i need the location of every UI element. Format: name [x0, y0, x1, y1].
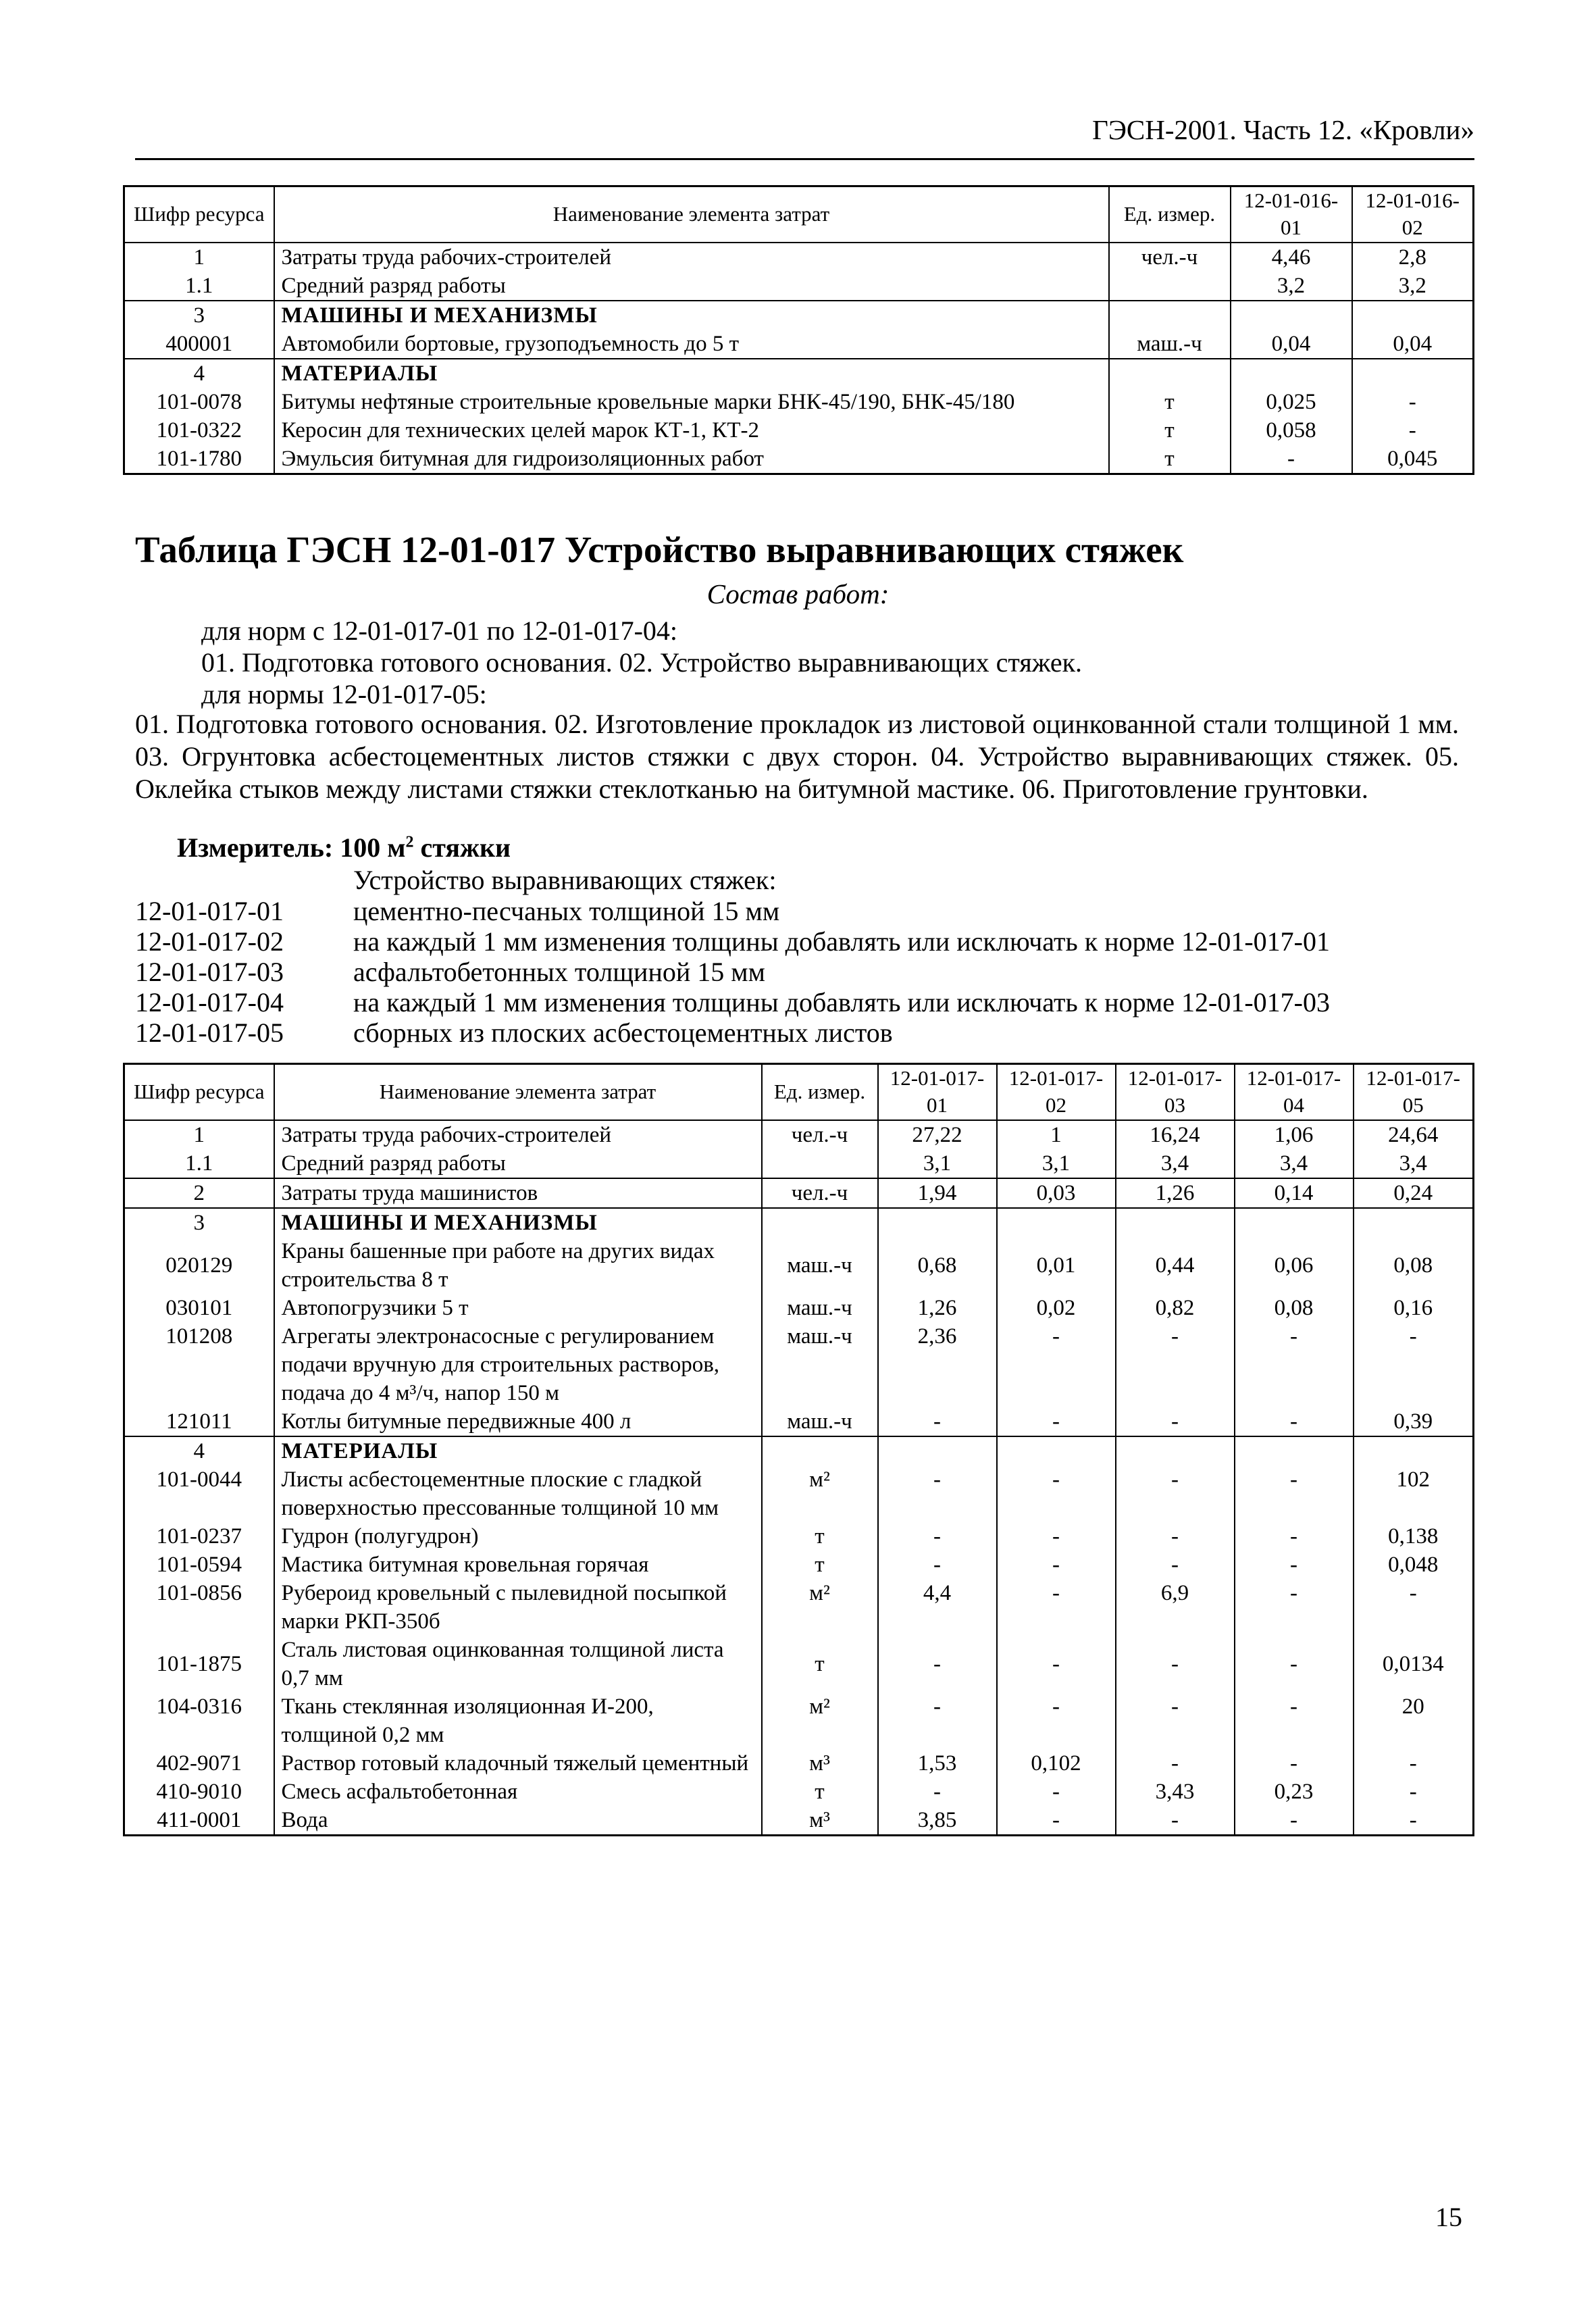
value-cell: 3,1 [878, 1149, 997, 1178]
value-cell: 0,01 [997, 1237, 1116, 1294]
table-row [124, 1120, 1474, 1149]
resource-code-cell: 101-0078 [124, 388, 274, 416]
value-cell [1231, 301, 1352, 330]
value-cell: 1,26 [1116, 1178, 1235, 1208]
header-name: Наименование элемента затрат [274, 1064, 762, 1120]
resource-table-017 [123, 1063, 1474, 1836]
table-row [124, 330, 1474, 359]
norm-description: сборных из плоских асбестоцементных листов [353, 1017, 893, 1048]
table-row [124, 1178, 1474, 1208]
header-norm: 12-01-016-01 [1231, 186, 1352, 243]
value-cell: 0,102 [997, 1749, 1116, 1778]
header-unit: Ед. измер. [762, 1064, 878, 1120]
value-cell: 2,8 [1352, 243, 1474, 272]
value-cell: - [997, 1806, 1116, 1836]
resource-code-cell: 101-0237 [124, 1522, 274, 1551]
cost-element-cell: МАТЕРИАЛЫ [274, 1436, 762, 1465]
value-cell: - [1116, 1636, 1235, 1692]
unit-cell [762, 1208, 878, 1237]
table-row [124, 1692, 1474, 1749]
unit-cell: чел.-ч [762, 1178, 878, 1208]
unit-cell: т [1109, 445, 1231, 474]
unit-cell [762, 1149, 878, 1178]
value-cell: - [878, 1407, 997, 1436]
table-row [124, 1636, 1474, 1692]
value-cell: 0,14 [1235, 1178, 1354, 1208]
unit-cell: м³ [762, 1749, 878, 1778]
value-cell: 0,045 [1352, 445, 1474, 474]
table-row [124, 1551, 1474, 1579]
value-cell: - [1116, 1749, 1235, 1778]
value-cell [878, 1436, 997, 1465]
unit-cell: маш.-ч [762, 1294, 878, 1322]
resource-code-cell: 3 [124, 301, 274, 330]
value-cell: - [1235, 1579, 1354, 1636]
norm-code: 12-01-017-05 [135, 1017, 284, 1048]
value-cell [1354, 1208, 1474, 1237]
value-cell: 0,16 [1354, 1294, 1474, 1322]
value-cell: 1 [997, 1120, 1116, 1149]
value-cell: - [997, 1522, 1116, 1551]
meter-suffix: стяжки [413, 832, 511, 863]
value-cell: 0,138 [1354, 1522, 1474, 1551]
norm-code: 12-01-017-01 [135, 896, 284, 926]
resource-code-cell: 3 [124, 1208, 274, 1237]
section-row [124, 301, 1474, 330]
resource-code-cell: 1.1 [124, 272, 274, 301]
value-cell: 27,22 [878, 1120, 997, 1149]
norms-heading: Устройство выравнивающих стяжек: [353, 865, 777, 895]
value-cell: - [1354, 1806, 1474, 1836]
value-cell: 3,2 [1352, 272, 1474, 301]
unit-cell: т [762, 1551, 878, 1579]
value-cell: 3,85 [878, 1806, 997, 1836]
unit-cell [1109, 359, 1231, 388]
resource-code-cell: 1 [124, 1120, 274, 1149]
cost-element-cell: Сталь листовая оцинкованная толщиной листа 0,7 мм [274, 1636, 762, 1692]
value-cell: - [878, 1465, 997, 1522]
unit-cell: т [762, 1636, 878, 1692]
value-cell: - [997, 1551, 1116, 1579]
value-cell: 0,08 [1235, 1294, 1354, 1322]
value-cell: 0,03 [997, 1178, 1116, 1208]
value-cell: - [1116, 1465, 1235, 1522]
unit-cell: т [762, 1778, 878, 1806]
header-norm: 12-01-017-02 [997, 1064, 1116, 1120]
unit-cell: маш.-ч [762, 1322, 878, 1407]
running-header: ГЭСН-2001. Часть 12. «Кровли» [135, 114, 1474, 160]
value-cell: - [997, 1636, 1116, 1692]
value-cell: - [1235, 1522, 1354, 1551]
value-cell: 16,24 [1116, 1120, 1235, 1149]
norm-description: цементно-песчаных толщиной 15 мм [353, 896, 780, 926]
value-cell: - [1235, 1407, 1354, 1436]
table-row [124, 1294, 1474, 1322]
value-cell: 3,4 [1354, 1149, 1474, 1178]
value-cell: - [1116, 1551, 1235, 1579]
value-cell: - [1352, 416, 1474, 445]
norm-item [135, 987, 1330, 1017]
unit-cell [762, 1436, 878, 1465]
value-cell [1116, 1208, 1235, 1237]
table-header-row [124, 186, 1474, 243]
value-cell: 0,025 [1231, 388, 1352, 416]
value-cell: - [1352, 388, 1474, 416]
norm-description: на каждый 1 мм изменения толщины добавлять или исключать к норме 12-01-017-03 [353, 987, 1330, 1017]
value-cell: 0,058 [1231, 416, 1352, 445]
value-cell: 3,4 [1116, 1149, 1235, 1178]
cost-element-cell: Эмульсия битумная для гидроизоляционных работ [274, 445, 1109, 474]
value-cell: - [1235, 1322, 1354, 1407]
resource-code-cell: 101-0856 [124, 1579, 274, 1636]
value-cell: 0,82 [1116, 1294, 1235, 1322]
value-cell: - [997, 1579, 1116, 1636]
cost-element-cell: Затраты труда машинистов [274, 1178, 762, 1208]
header-norm: 12-01-017-01 [878, 1064, 997, 1120]
value-cell: 0,24 [1354, 1178, 1474, 1208]
table-row [124, 1407, 1474, 1436]
value-cell: - [1235, 1465, 1354, 1522]
resource-code-cell: 402-9071 [124, 1749, 274, 1778]
value-cell [878, 1208, 997, 1237]
section-row [124, 1208, 1474, 1237]
value-cell [997, 1208, 1116, 1237]
unit-cell: маш.-ч [762, 1237, 878, 1294]
cost-element-cell: Средний разряд работы [274, 1149, 762, 1178]
value-cell [1231, 359, 1352, 388]
value-cell: - [1116, 1692, 1235, 1749]
norm-description: на каждый 1 мм изменения толщины добавлять или исключать к норме 12-01-017-01 [353, 926, 1330, 957]
resource-code-cell: 1 [124, 243, 274, 272]
value-cell: - [997, 1692, 1116, 1749]
value-cell: 3,4 [1235, 1149, 1354, 1178]
resource-code-cell: 410-9010 [124, 1778, 274, 1806]
table-row [124, 416, 1474, 445]
value-cell: 0,048 [1354, 1551, 1474, 1579]
cost-element-cell: Раствор готовый кладочный тяжелый цементный [274, 1749, 762, 1778]
value-cell: 0,68 [878, 1237, 997, 1294]
meter-unit-power: 2 [405, 833, 414, 851]
value-cell: 1,06 [1235, 1120, 1354, 1149]
header-norm: 12-01-017-05 [1354, 1064, 1474, 1120]
page-number: 15 [1435, 2202, 1462, 2232]
header-code: Шифр ресурса [124, 186, 274, 243]
value-cell: 102 [1354, 1465, 1474, 1522]
value-cell: - [1235, 1806, 1354, 1836]
header-unit: Ед. измер. [1109, 186, 1231, 243]
cost-element-cell: Мастика битумная кровельная горячая [274, 1551, 762, 1579]
table-row [124, 1749, 1474, 1778]
value-cell: 1,53 [878, 1749, 997, 1778]
value-cell: 1,26 [878, 1294, 997, 1322]
value-cell: - [997, 1778, 1116, 1806]
cost-element-cell: Автопогрузчики 5 т [274, 1294, 762, 1322]
table-row [124, 1522, 1474, 1551]
resource-code-cell: 4 [124, 1436, 274, 1465]
resource-code-cell: 101-1875 [124, 1636, 274, 1692]
value-cell [1354, 1436, 1474, 1465]
norm-code: 12-01-017-02 [135, 926, 284, 957]
table-row [124, 272, 1474, 301]
norm-description: асфальтобетонных толщиной 15 мм [353, 957, 765, 987]
resource-code-cell: 030101 [124, 1294, 274, 1322]
unit-cell: т [1109, 416, 1231, 445]
unit-cell: чел.-ч [1109, 243, 1231, 272]
value-cell: - [1235, 1749, 1354, 1778]
cost-element-cell: МАШИНЫ И МЕХАНИЗМЫ [274, 1208, 762, 1237]
value-cell: - [1354, 1579, 1474, 1636]
section-row [124, 1436, 1474, 1465]
cost-element-cell: Краны башенные при работе на других видах строительства 8 т [274, 1237, 762, 1294]
value-cell: 1,94 [878, 1178, 997, 1208]
value-cell: - [997, 1465, 1116, 1522]
value-cell: 3,1 [997, 1149, 1116, 1178]
header-norm: 12-01-017-04 [1235, 1064, 1354, 1120]
section-row [124, 359, 1474, 388]
cost-element-cell: Средний разряд работы [274, 272, 1109, 301]
value-cell [997, 1436, 1116, 1465]
value-cell [1235, 1208, 1354, 1237]
norm-list [135, 896, 1330, 1048]
value-cell: 4,4 [878, 1579, 997, 1636]
table-row [124, 1322, 1474, 1407]
cost-element-cell: МАТЕРИАЛЫ [274, 359, 1109, 388]
value-cell [1235, 1436, 1354, 1465]
value-cell: 2,36 [878, 1322, 997, 1407]
value-cell [1352, 359, 1474, 388]
resource-code-cell: 104-0316 [124, 1692, 274, 1749]
resource-code-cell: 101-1780 [124, 445, 274, 474]
table-row [124, 1237, 1474, 1294]
norm-code: 12-01-017-03 [135, 957, 284, 987]
value-cell: - [1354, 1322, 1474, 1407]
resource-code-cell: 101-0322 [124, 416, 274, 445]
value-cell: 0,0134 [1354, 1636, 1474, 1692]
value-cell: 3,43 [1116, 1778, 1235, 1806]
value-cell: - [1354, 1778, 1474, 1806]
header-name: Наименование элемента затрат [274, 186, 1109, 243]
value-cell: 0,44 [1116, 1237, 1235, 1294]
cost-element-cell: Смесь асфальтобетонная [274, 1778, 762, 1806]
value-cell: 0,39 [1354, 1407, 1474, 1436]
value-cell: - [878, 1551, 997, 1579]
unit-cell: м³ [762, 1806, 878, 1836]
unit-cell: т [762, 1522, 878, 1551]
cost-element-cell: МАШИНЫ И МЕХАНИЗМЫ [274, 301, 1109, 330]
unit-cell: чел.-ч [762, 1120, 878, 1149]
table-row [124, 388, 1474, 416]
value-cell: 0,04 [1352, 330, 1474, 359]
value-cell: 0,23 [1235, 1778, 1354, 1806]
table-title: Таблица ГЭСН 12-01-017 Устройство выравнивающих стяжек [135, 529, 1184, 570]
value-cell [1352, 301, 1474, 330]
unit-cell: м² [762, 1465, 878, 1522]
table-row [124, 1778, 1474, 1806]
unit-cell: м² [762, 1579, 878, 1636]
table-row [124, 1806, 1474, 1836]
value-cell: 4,46 [1231, 243, 1352, 272]
resource-code-cell: 1.1 [124, 1149, 274, 1178]
value-cell: - [1231, 445, 1352, 474]
value-cell [1116, 1436, 1235, 1465]
header-norm: 12-01-016-02 [1352, 186, 1474, 243]
resource-code-cell: 2 [124, 1178, 274, 1208]
value-cell: 0,02 [997, 1294, 1116, 1322]
value-cell: - [878, 1778, 997, 1806]
cost-element-cell: Керосин для технических целей марок КТ-1, КТ-2 [274, 416, 1109, 445]
resource-code-cell: 411-0001 [124, 1806, 274, 1836]
norm-item [135, 926, 1330, 957]
table-row [124, 1465, 1474, 1522]
value-cell: - [1354, 1749, 1474, 1778]
cost-element-cell: Рубероид кровельный с пылевидной посыпкой марки РКП-350б [274, 1579, 762, 1636]
value-cell: 6,9 [1116, 1579, 1235, 1636]
resource-code-cell: 4 [124, 359, 274, 388]
unit-cell: м² [762, 1692, 878, 1749]
value-cell: 0,04 [1231, 330, 1352, 359]
value-cell: - [1116, 1806, 1235, 1836]
cost-element-cell: Вода [274, 1806, 762, 1836]
cost-element-cell: Ткань стеклянная изоляционная И-200, толщиной 0,2 мм [274, 1692, 762, 1749]
cost-element-cell: Листы асбестоцементные плоские с гладкой поверхностью прессованные толщиной 10 мм [274, 1465, 762, 1522]
header-norm: 12-01-017-03 [1116, 1064, 1235, 1120]
value-cell: - [878, 1636, 997, 1692]
resource-code-cell: 121011 [124, 1407, 274, 1436]
value-cell: - [997, 1322, 1116, 1407]
value-cell: - [1235, 1636, 1354, 1692]
value-cell: - [1235, 1551, 1354, 1579]
cost-element-cell: Автомобили бортовые, грузоподъемность до 5 т [274, 330, 1109, 359]
cost-element-cell: Котлы битумные передвижные 400 л [274, 1407, 762, 1436]
norm-item [135, 1017, 1330, 1048]
norm-05-line: для нормы 12-01-017-05: [201, 679, 487, 709]
table-row [124, 243, 1474, 272]
unit-cell: маш.-ч [762, 1407, 878, 1436]
value-cell: - [878, 1692, 997, 1749]
value-cell: - [1116, 1322, 1235, 1407]
value-cell: - [878, 1522, 997, 1551]
meter-prefix: Измеритель: 100 м [177, 832, 406, 863]
table-row [124, 1149, 1474, 1178]
table-header-row [124, 1064, 1474, 1120]
table-row [124, 1579, 1474, 1636]
meter-line [177, 832, 511, 863]
work-steps-line: 01. Подготовка готового основания. 02. Устройство выравнивающих стяжек. [201, 647, 1083, 678]
cost-element-cell: Битумы нефтяные строительные кровельные марки БНК-45/190, БНК-45/180 [274, 388, 1109, 416]
norms-range-line: для норм с 12-01-017-01 по 12-01-017-04: [201, 615, 678, 646]
value-cell: 0,08 [1354, 1237, 1474, 1294]
resource-code-cell: 101-0044 [124, 1465, 274, 1522]
value-cell: 0,06 [1235, 1237, 1354, 1294]
resource-code-cell: 400001 [124, 330, 274, 359]
cost-element-cell: Агрегаты электронасосные с регулированием подачи вручную для строительных растворов, подача до 4 м³/ч, напор 150 м [274, 1322, 762, 1407]
unit-cell: маш.-ч [1109, 330, 1231, 359]
value-cell: - [1116, 1522, 1235, 1551]
resource-code-cell: 101-0594 [124, 1551, 274, 1579]
header-code: Шифр ресурса [124, 1064, 274, 1120]
unit-cell: т [1109, 388, 1231, 416]
value-cell: - [1116, 1407, 1235, 1436]
resource-code-cell: 020129 [124, 1237, 274, 1294]
work-composition-heading: Состав работ: [706, 578, 890, 609]
unit-cell [1109, 301, 1231, 330]
work-steps-paragraph: 01. Подготовка готового основания. 02. Изготовление прокладок из листовой оцинкованной стали толщиной 1 мм. 03. Огрунтовка асбестоцементных листов стяжки с двух сторон. 04. Устройство выравнивающих стяжек. 05. Оклейка стыков между листами стяжки стеклотканью на битумной мастике. 06. Приготовление грунтовки. [135, 709, 1459, 804]
value-cell: - [1235, 1692, 1354, 1749]
cost-element-cell: Затраты труда рабочих-строителей [274, 243, 1109, 272]
unit-cell [1109, 272, 1231, 301]
value-cell: - [997, 1407, 1116, 1436]
norm-item [135, 896, 1330, 926]
value-cell: 24,64 [1354, 1120, 1474, 1149]
cost-element-cell: Гудрон (полугудрон) [274, 1522, 762, 1551]
norm-code: 12-01-017-04 [135, 987, 284, 1017]
resource-table-016 [123, 185, 1474, 475]
table-row [124, 445, 1474, 474]
norm-item [135, 957, 1330, 987]
resource-code-cell: 101208 [124, 1322, 274, 1407]
value-cell: 3,2 [1231, 272, 1352, 301]
value-cell: 20 [1354, 1692, 1474, 1749]
cost-element-cell: Затраты труда рабочих-строителей [274, 1120, 762, 1149]
